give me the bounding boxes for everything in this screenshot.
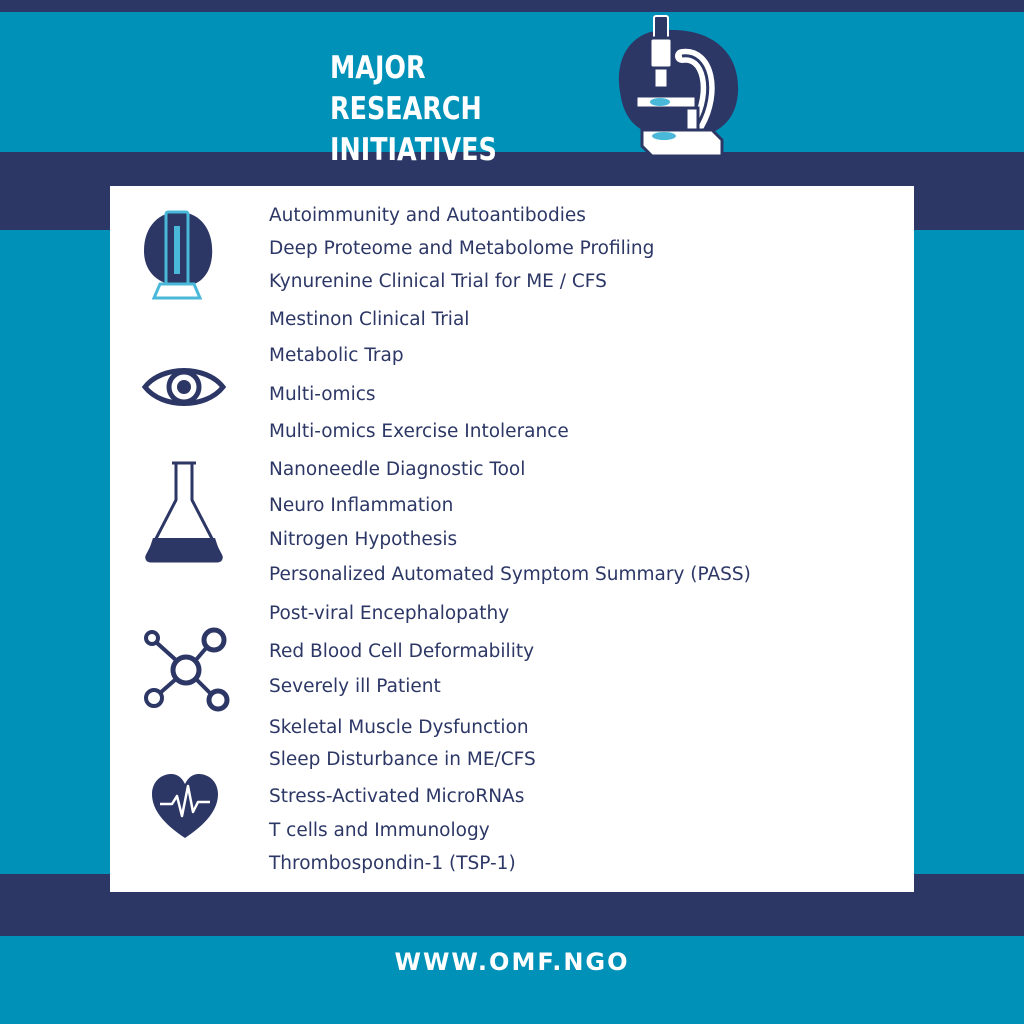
list-item: Skeletal Muscle Dysfunction (269, 717, 529, 738)
list-item: Multi-omics (269, 384, 376, 405)
list-item: Autoimmunity and Autoantibodies (269, 205, 586, 226)
list-item: Multi-omics Exercise Intolerance (269, 421, 569, 442)
eye-icon (142, 362, 226, 412)
list-item: Deep Proteome and Metabolome Profiling (269, 238, 655, 259)
molecule-icon (140, 626, 232, 714)
list-item: Personalized Automated Symptom Summary (PASS) (269, 564, 751, 585)
list-item: Severely ill Patient (269, 676, 441, 697)
list-item: Nanoneedle Diagnostic Tool (269, 459, 526, 480)
list-item: Thrombospondin-1 (TSP-1) (269, 853, 516, 874)
page-title: MAJOR RESEARCH INITIATIVES (330, 50, 497, 168)
list-item: Nitrogen Hypothesis (269, 529, 458, 550)
list-item: Kynurenine Clinical Trial for ME / CFS (269, 271, 607, 292)
microscope-icon (612, 12, 742, 162)
list-item: Metabolic Trap (269, 345, 404, 366)
list-item: Post-viral Encephalopathy (269, 603, 510, 624)
website-link[interactable]: WWW.OMF.NGO (394, 948, 630, 976)
list-item: Mestinon Clinical Trial (269, 309, 470, 330)
top-border (0, 0, 1024, 12)
heart-pulse-icon (150, 772, 220, 840)
test-tube-icon (140, 206, 220, 306)
list-item: T cells and Immunology (269, 820, 490, 841)
list-item: Neuro Inflammation (269, 495, 454, 516)
list-item: Stress-Activated MicroRNAs (269, 786, 525, 807)
list-item: Sleep Disturbance in ME/CFS (269, 749, 536, 770)
list-item: Red Blood Cell Deformability (269, 641, 535, 662)
flask-icon (142, 460, 226, 564)
